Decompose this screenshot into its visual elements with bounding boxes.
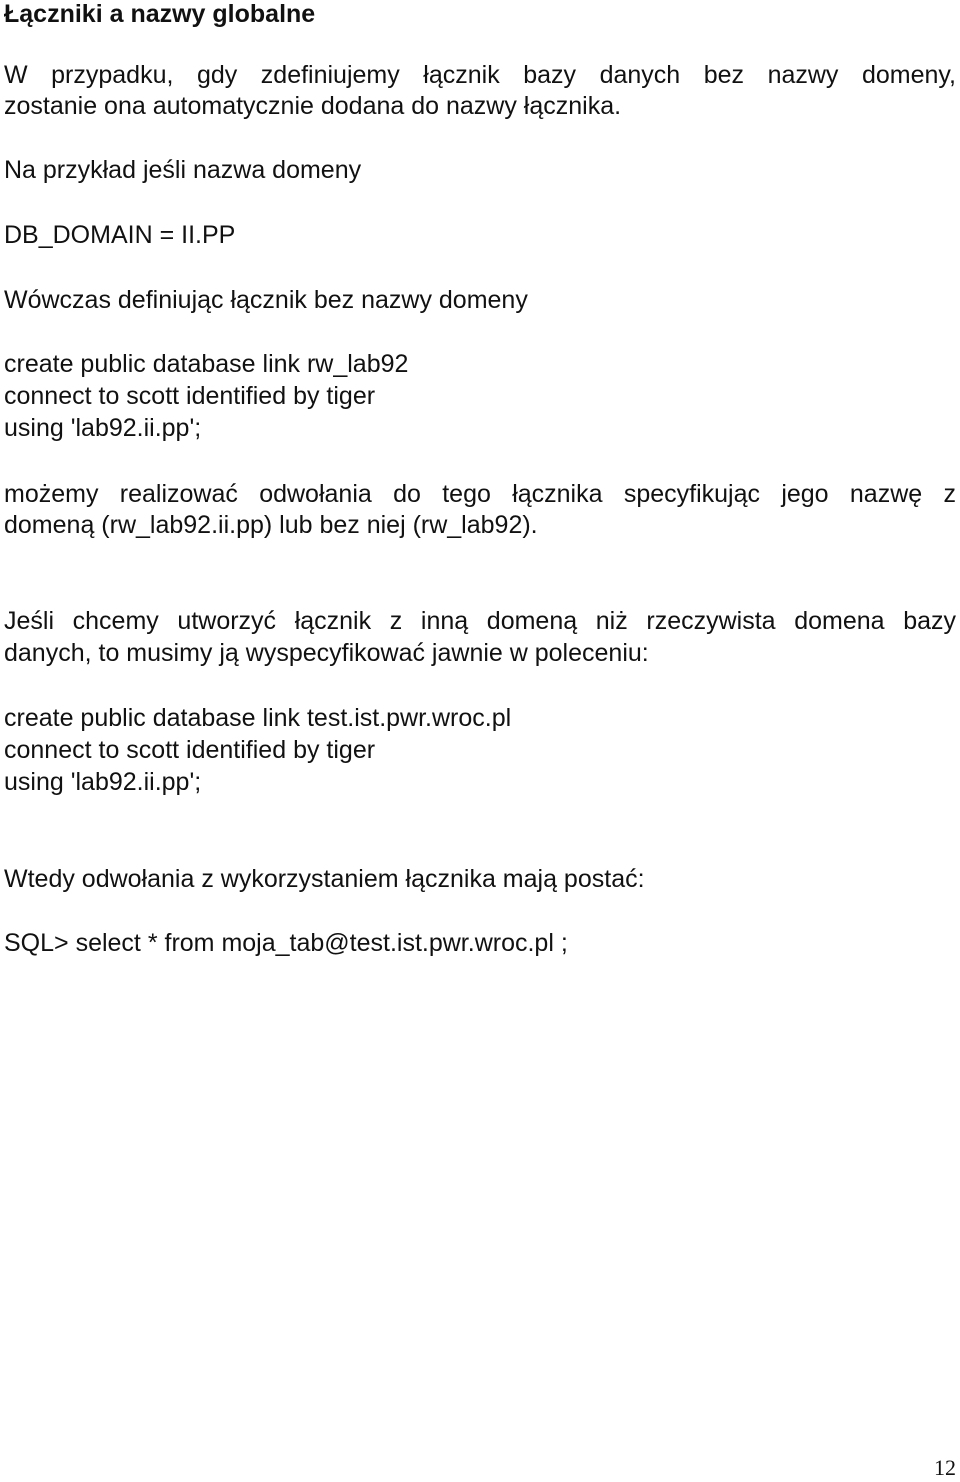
- paragraph-intro-line-2: zostanie ona automatycznie dodana do nazwy łącznika.: [4, 92, 622, 120]
- domain-setting: DB_DOMAIN = II.PP: [4, 221, 236, 249]
- paragraph-usage: Wtedy odwołania z wykorzystaniem łącznika mają postać:: [4, 865, 645, 893]
- code-block-1-line-1: create public database link rw_lab92: [4, 350, 409, 378]
- paragraph-defining-link: Wówczas definiując łącznik bez nazwy domeny: [4, 286, 528, 314]
- page-number: 12: [934, 1455, 956, 1480]
- sql-example: SQL> select * from moja_tab@test.ist.pwr.wroc.pl ;: [4, 929, 568, 957]
- paragraph-other-domain-line-1: [4, 606, 956, 637]
- code-block-2-line-1: create public database link test.ist.pwr.wroc.pl: [4, 704, 512, 732]
- page-title: Łączniki a nazwy globalne: [4, 0, 316, 28]
- paragraph-intro-line-1: [4, 60, 956, 91]
- code-block-1-line-2: connect to scott identified by tiger: [4, 382, 376, 410]
- paragraph-referencing-line-1: [4, 479, 956, 510]
- paragraph-other-domain-line-2: danych, to musimy ją wyspecyfikować jawnie w poleceniu:: [4, 639, 649, 667]
- paragraph-referencing-line-1-text: możemy realizować odwołania do tego łącznika specyfikując jego nazwę z: [4, 480, 956, 508]
- paragraph-intro-line-1-text: W przypadku, gdy zdefiniujemy łącznik bazy danych bez nazwy domeny,: [4, 61, 956, 89]
- code-block-1-line-3: using 'lab92.ii.pp';: [4, 414, 202, 442]
- code-block-2-line-2: connect to scott identified by tiger: [4, 736, 376, 764]
- paragraph-referencing-line-2: domeną (rw_lab92.ii.pp) lub bez niej (rw_lab92).: [4, 511, 538, 539]
- paragraph-other-domain-line-1-text: Jeśli chcemy utworzyć łącznik z inną domeną niż rzeczywista domena bazy: [4, 607, 956, 635]
- code-block-2-line-3: using 'lab92.ii.pp';: [4, 768, 202, 796]
- paragraph-example-intro: Na przykład jeśli nazwa domeny: [4, 156, 362, 184]
